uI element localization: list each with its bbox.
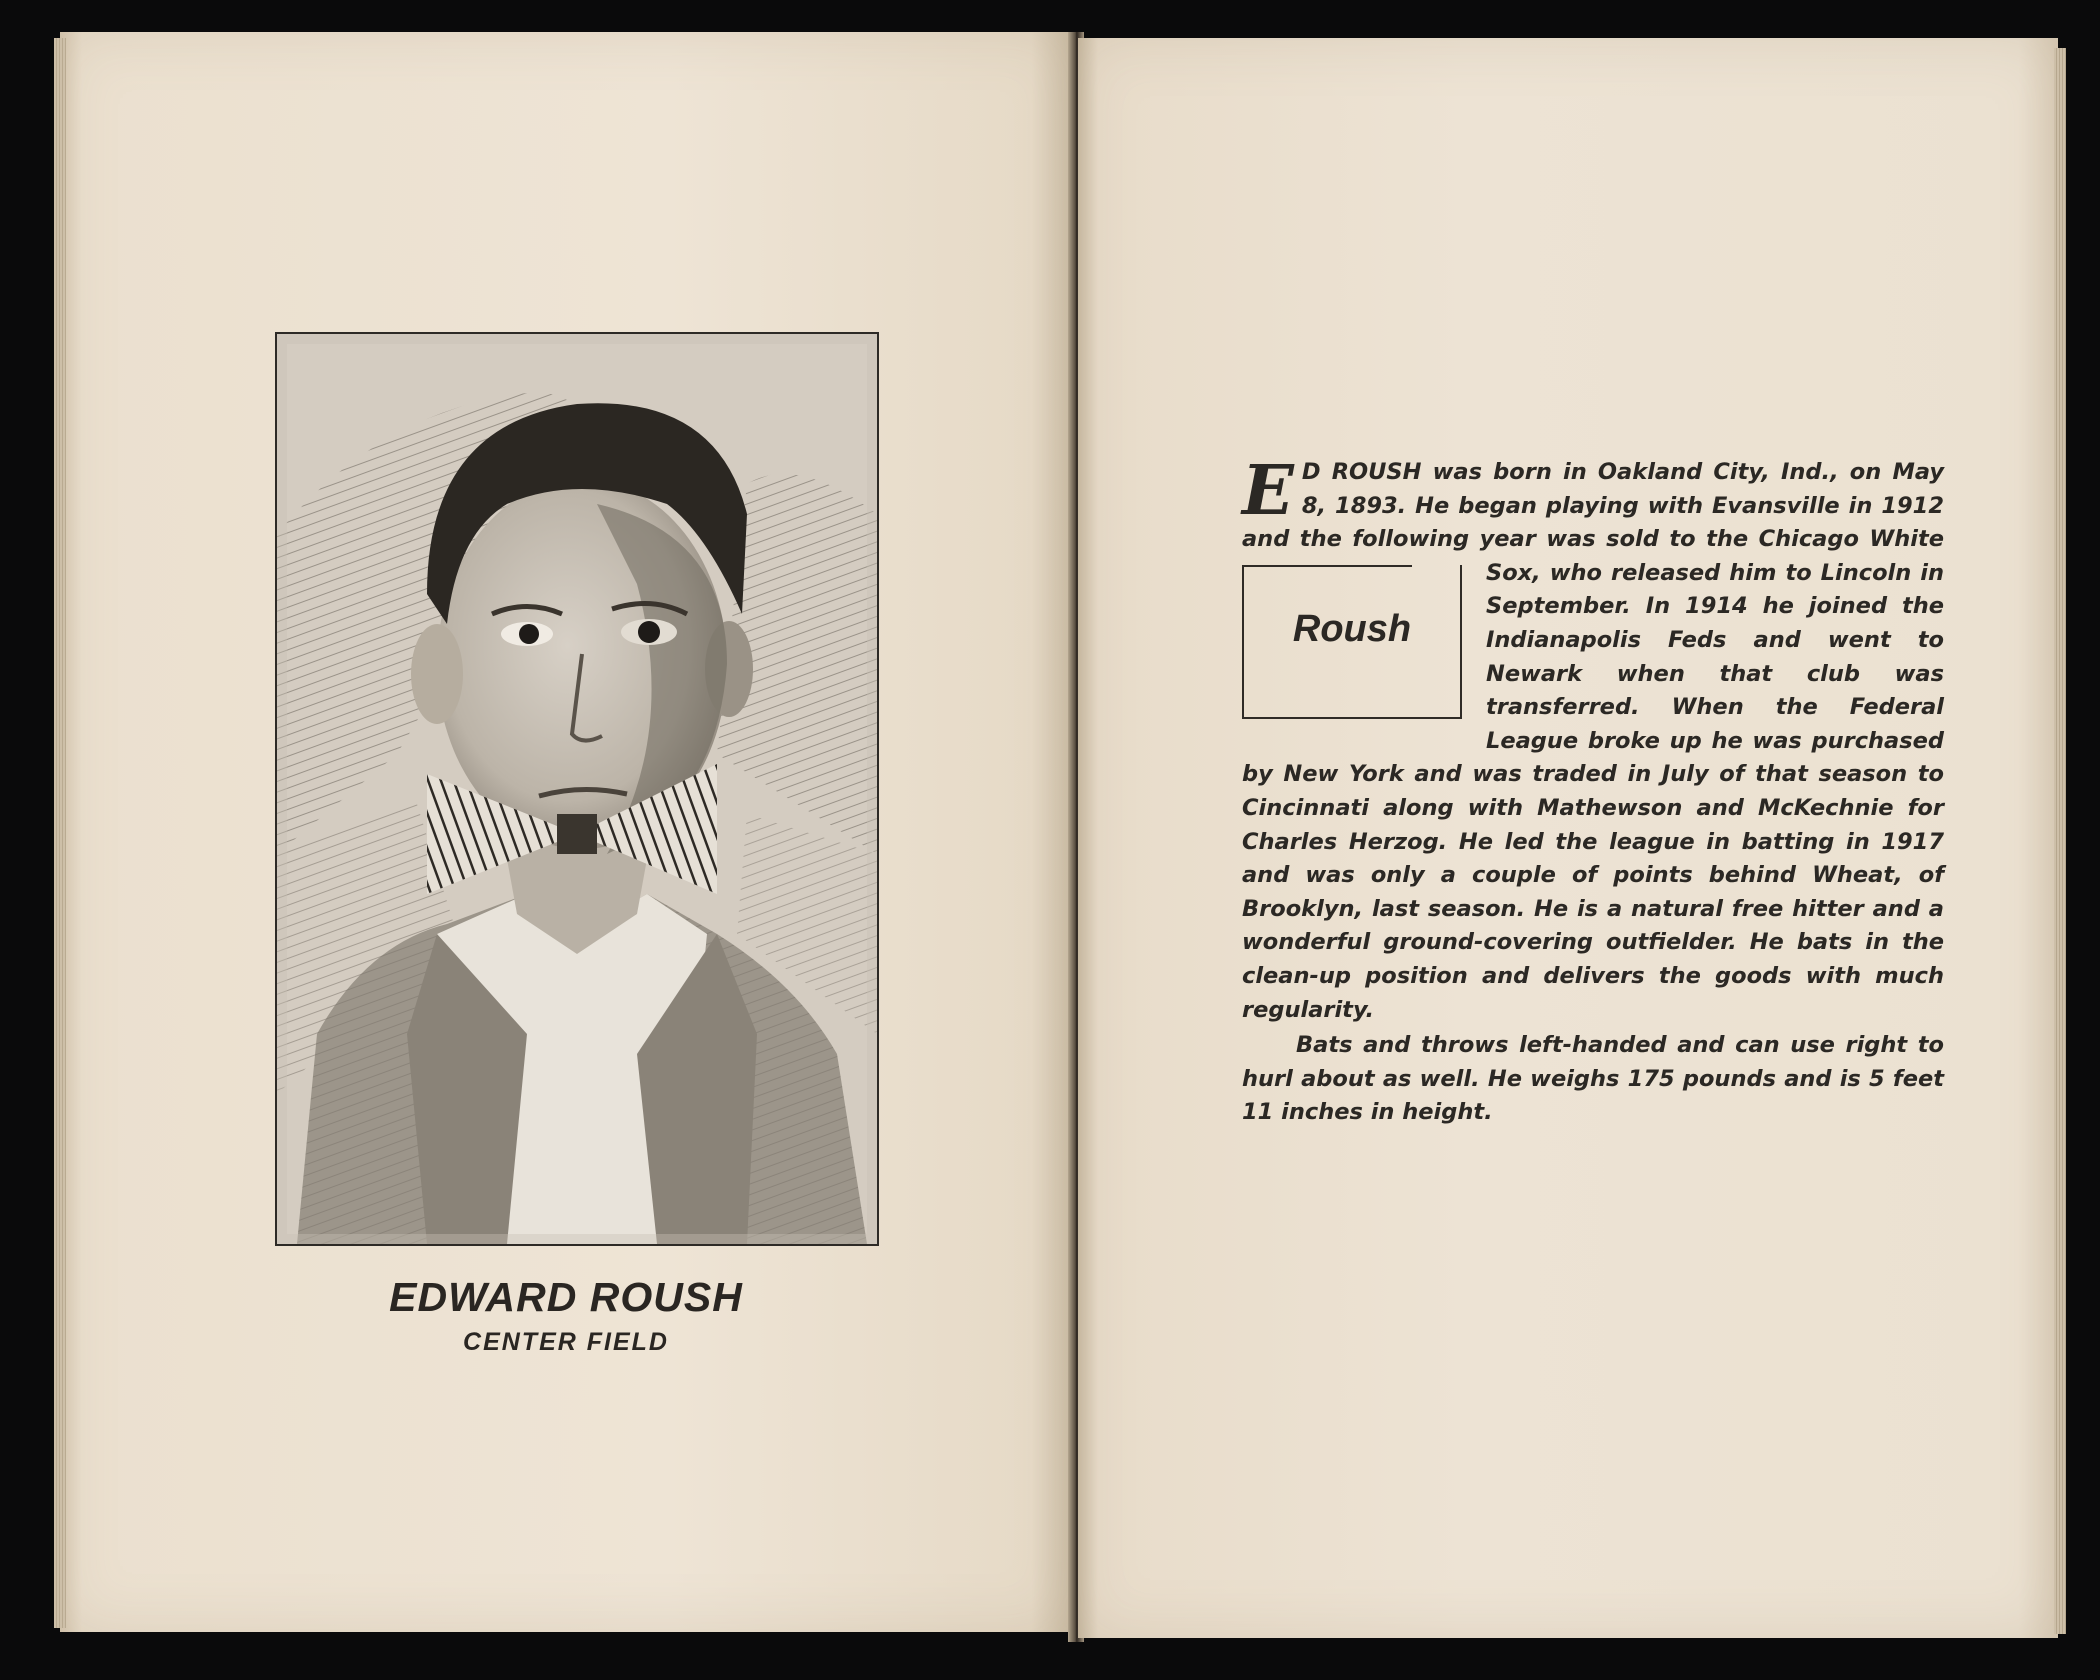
name-box-label: Roush xyxy=(1292,607,1412,650)
bio-paragraph-1 xyxy=(1242,451,1944,1027)
bio-paragraph-1-lead: D ROUSH was born in Oakland City, Ind., on May 8, 1893. He began playing with Evansville in 1912 and the following year was sold to the Chicago White Sox, who released xyxy=(1242,459,1944,586)
bio-paragraph-2: Bats and throws left-handed and can use right to hurl about as well. He weighs 175 pounds and is 5 feet 11 inches in height. xyxy=(1242,1032,1944,1126)
left-page xyxy=(60,32,1072,1632)
player-biography xyxy=(1242,451,1944,1130)
open-book xyxy=(60,32,2058,1640)
player-name-box xyxy=(1242,565,1462,719)
player-name-caption: EDWARD ROUSH xyxy=(389,1274,743,1320)
page-edge-right xyxy=(2054,48,2066,1634)
drop-cap-letter: E xyxy=(1242,451,1294,531)
page-edge-left xyxy=(54,38,66,1628)
player-position-caption: CENTER FIELD xyxy=(463,1328,669,1356)
bio-paragraph-1-rest: him to Lincoln in September. In 1914 he joined the Indianapolis Feds and went to Newark when that club was transferred. When the Federal League broke up he was purchased by New York and was traded in July of that season to Cincinnati along with Mathewson and McKechnie for Charles Herzog. He led the league in batting in 1917 and was only a couple of points behind Wheat, of Brooklyn, last season. He is a natural free hitter and a wonderful ground-covering outfielder. He bats in the clean-up position and delivers the goods with much regularity. xyxy=(1242,559,1944,1023)
right-page xyxy=(1078,38,2058,1638)
player-portrait xyxy=(275,332,879,1246)
